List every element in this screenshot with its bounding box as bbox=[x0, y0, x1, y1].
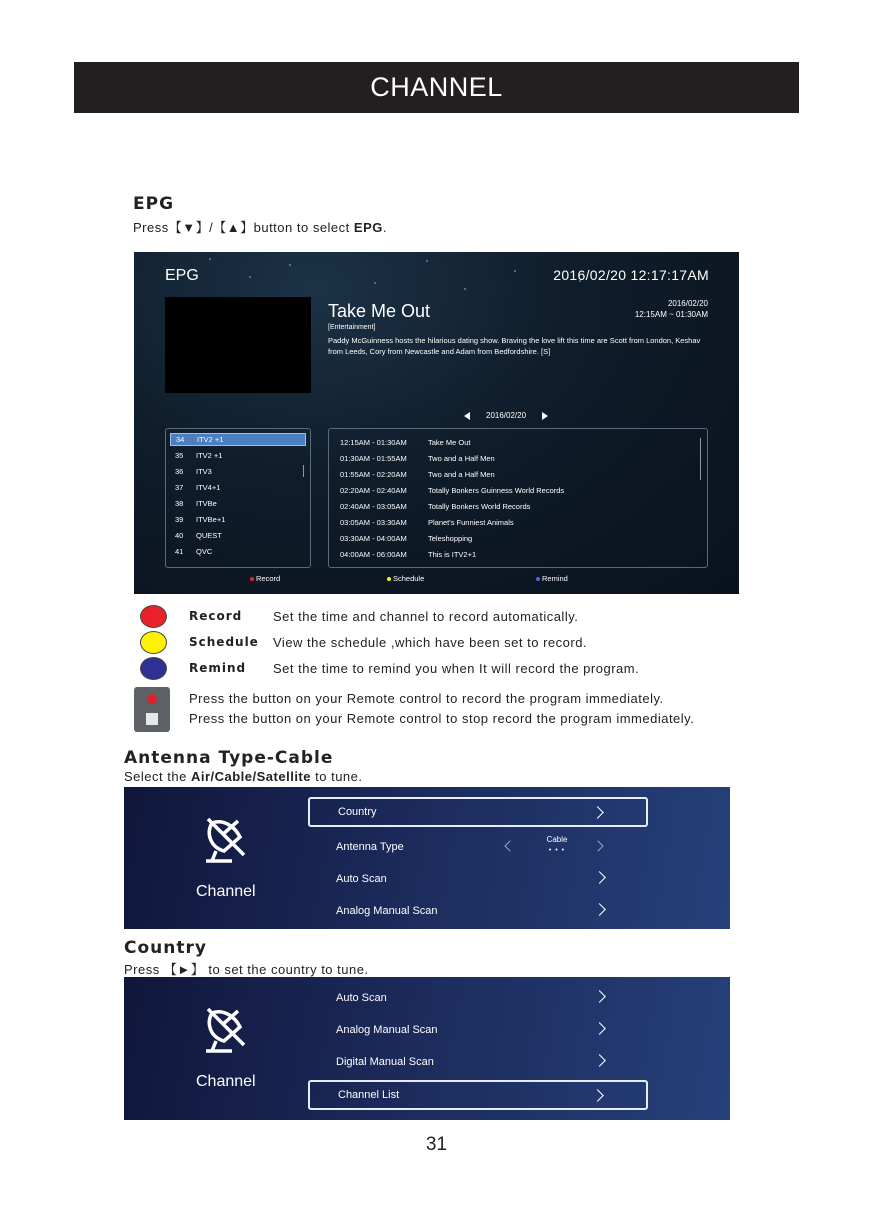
program-title: Take Me Out bbox=[328, 301, 431, 321]
program-description: Paddy McGuinness hosts the hilarious dating show. Braving the love lift this time are Scott from London, Keshav from Leeds, Cory from Newcastle and Adam from Bedfordshire. [S] bbox=[328, 336, 701, 356]
channel-number: 34 bbox=[176, 435, 185, 444]
instruction-text: 】/【 bbox=[195, 220, 227, 235]
stop-icon bbox=[146, 713, 158, 725]
instruction-target: EPG bbox=[353, 220, 383, 235]
red-dot-icon bbox=[250, 577, 254, 581]
menu-item-digital-manual-scan[interactable] bbox=[308, 1047, 648, 1077]
right-arrow-icon: 【►】 bbox=[163, 962, 205, 977]
footer-record-label: Record bbox=[256, 574, 281, 583]
channel-name: QVC bbox=[196, 547, 213, 556]
channel-name: ITV3 bbox=[196, 467, 212, 476]
schedule-time: 02:40AM - 03:05AM bbox=[340, 501, 407, 511]
channel-scrollbar[interactable] bbox=[303, 465, 304, 477]
instruction-target: Air/Cable/Satellite bbox=[190, 769, 311, 784]
date-navigator bbox=[464, 411, 548, 420]
country-section-title: Country bbox=[124, 938, 207, 958]
remote-record-stop-icon bbox=[134, 687, 170, 732]
channel-number: 37 bbox=[175, 483, 184, 492]
page-header bbox=[74, 62, 799, 113]
schedule-row[interactable] bbox=[340, 436, 471, 448]
channel-name: ITV2 +1 bbox=[196, 451, 223, 460]
schedule-row[interactable] bbox=[340, 516, 514, 528]
menu-item-country[interactable] bbox=[308, 797, 648, 827]
footer-remind-label: Remind bbox=[542, 574, 568, 583]
nav-date: 2016/02/20 bbox=[486, 411, 527, 420]
schedule-scrollbar[interactable] bbox=[700, 438, 701, 480]
schedule-list bbox=[328, 428, 708, 568]
channel-name: ITVBe bbox=[196, 499, 217, 508]
prev-day-arrow-icon[interactable] bbox=[464, 412, 470, 420]
channel-number: 41 bbox=[175, 547, 184, 556]
program-time: 12:15AM ~ 01:30AM bbox=[634, 310, 708, 319]
channel-row[interactable] bbox=[170, 529, 306, 542]
schedule-title: Take Me Out bbox=[428, 437, 471, 447]
antenna-section-title: Antenna Type-Cable bbox=[124, 748, 334, 768]
antenna-instruction bbox=[124, 769, 363, 784]
menu-item-channel-list[interactable] bbox=[308, 1080, 648, 1110]
remote-note-record: Press the button on your Remote control to record the program immediately. bbox=[189, 691, 664, 706]
channel-row[interactable] bbox=[170, 513, 306, 526]
channel-name: ITVBe+1 bbox=[196, 515, 226, 524]
instruction-text: Press bbox=[124, 962, 160, 977]
chevron-left-icon[interactable] bbox=[504, 840, 515, 851]
country-instruction bbox=[124, 959, 369, 978]
menu-label: Channel bbox=[196, 883, 256, 900]
channel-row[interactable] bbox=[170, 465, 306, 478]
remote-note-stop: Press the button on your Remote control to stop record the program immediately. bbox=[189, 711, 695, 726]
schedule-title: Totally Bonkers Guinness World Records bbox=[428, 485, 565, 495]
channel-list bbox=[165, 428, 311, 568]
epg-section-title: EPG bbox=[133, 194, 175, 214]
blue-dot-icon bbox=[536, 577, 540, 581]
country-menu-screen bbox=[124, 977, 730, 1120]
satellite-dish-icon bbox=[202, 1005, 250, 1055]
instruction-text: to tune. bbox=[315, 769, 363, 784]
chevron-right-icon bbox=[593, 1054, 606, 1067]
page-title: CHANNEL bbox=[370, 72, 503, 102]
menu-item-label: Auto Scan bbox=[336, 873, 387, 885]
menu-item-auto-scan[interactable] bbox=[308, 983, 648, 1013]
menu-item-label: Country bbox=[338, 806, 377, 818]
schedule-time: 12:15AM - 01:30AM bbox=[340, 437, 407, 447]
legend-text-schedule: View the schedule ,which have been set to record. bbox=[273, 635, 588, 650]
satellite-dish-icon bbox=[202, 815, 250, 865]
channel-number: 38 bbox=[175, 499, 184, 508]
footer-schedule[interactable] bbox=[387, 574, 424, 583]
legend-key-record: Record bbox=[189, 609, 243, 623]
legend-key-schedule: Schedule bbox=[189, 635, 259, 649]
instruction-text: 】button to select bbox=[240, 220, 350, 235]
channel-number: 40 bbox=[175, 531, 184, 540]
channel-name: ITV2 +1 bbox=[197, 435, 224, 444]
menu-item-label: Auto Scan bbox=[336, 992, 387, 1004]
schedule-title: Teleshopping bbox=[428, 533, 473, 543]
epg-datetime: 2016/02/20 12:17:17AM bbox=[553, 267, 709, 283]
next-day-arrow-icon[interactable] bbox=[542, 412, 548, 420]
menu-item-label: Channel List bbox=[338, 1089, 400, 1101]
blue-button-icon bbox=[140, 657, 167, 680]
chevron-right-icon bbox=[591, 1089, 604, 1102]
schedule-time: 01:30AM - 01:55AM bbox=[340, 453, 407, 463]
menu-item-label: Analog Manual Scan bbox=[336, 905, 438, 917]
schedule-row[interactable] bbox=[340, 468, 495, 480]
legend-text-record: Set the time and channel to record automatically. bbox=[273, 609, 579, 624]
instruction-text: . bbox=[382, 220, 387, 235]
schedule-row[interactable] bbox=[340, 532, 472, 544]
option-dots: • • • bbox=[548, 847, 566, 854]
schedule-row[interactable] bbox=[340, 500, 530, 512]
red-button-icon bbox=[140, 605, 167, 628]
chevron-right-icon bbox=[593, 871, 606, 884]
antenna-type-value: Cable bbox=[546, 835, 568, 844]
schedule-time: 02:20AM - 02:40AM bbox=[340, 485, 407, 495]
instruction-text: to set the country to tune. bbox=[208, 962, 369, 977]
program-genre: [Entertainment] bbox=[328, 324, 376, 331]
yellow-dot-icon bbox=[387, 577, 391, 581]
record-icon bbox=[147, 694, 157, 704]
schedule-title: Two and a Half Men bbox=[428, 469, 495, 479]
up-arrow-icon: ▲ bbox=[226, 220, 241, 235]
schedule-title: Two and a Half Men bbox=[428, 453, 495, 463]
footer-record[interactable] bbox=[250, 574, 280, 583]
program-date: 2016/02/20 bbox=[667, 299, 708, 308]
chevron-right-icon bbox=[593, 1022, 606, 1035]
page-number: 31 bbox=[425, 1134, 448, 1155]
schedule-time: 04:00AM - 06:00AM bbox=[340, 549, 407, 559]
schedule-time: 03:05AM - 03:30AM bbox=[340, 517, 407, 527]
schedule-title: Totally Bonkers World Records bbox=[428, 501, 531, 511]
channel-row[interactable] bbox=[170, 497, 306, 510]
menu-item-label: Digital Manual Scan bbox=[336, 1056, 434, 1068]
schedule-time: 03:30AM - 04:00AM bbox=[340, 533, 407, 543]
down-arrow-icon: ▼ bbox=[182, 220, 196, 235]
epg-screen bbox=[134, 252, 739, 594]
channel-row[interactable] bbox=[170, 481, 306, 494]
video-preview bbox=[165, 297, 311, 393]
channel-number: 39 bbox=[175, 515, 184, 524]
menu-item-auto-scan[interactable] bbox=[308, 864, 648, 894]
channel-name: QUEST bbox=[196, 531, 222, 540]
instruction-text: Press【 bbox=[133, 220, 183, 235]
channel-name: ITV4+1 bbox=[196, 483, 221, 492]
legend-text-remind: Set the time to remind you when It will record the program. bbox=[273, 661, 640, 676]
schedule-row[interactable] bbox=[340, 452, 495, 464]
menu-item-label: Antenna Type bbox=[336, 841, 404, 853]
footer-remind[interactable] bbox=[536, 574, 568, 583]
channel-number: 36 bbox=[175, 467, 184, 476]
channel-number: 35 bbox=[175, 451, 184, 460]
menu-label: Channel bbox=[196, 1073, 256, 1090]
chevron-right-icon[interactable] bbox=[592, 840, 603, 851]
menu-item-label: Analog Manual Scan bbox=[336, 1024, 438, 1036]
menu-item-analog-manual-scan[interactable] bbox=[308, 896, 648, 926]
menu-item-antenna-type[interactable] bbox=[308, 832, 648, 862]
epg-title: EPG bbox=[165, 267, 199, 284]
legend-key-remind: Remind bbox=[189, 661, 247, 675]
schedule-title: Planet's Funniest Animals bbox=[428, 517, 514, 527]
footer-schedule-label: Schedule bbox=[393, 574, 425, 583]
channel-row[interactable] bbox=[170, 449, 306, 462]
channel-row[interactable] bbox=[170, 433, 306, 446]
schedule-row[interactable] bbox=[340, 548, 476, 560]
schedule-title: This is ITV2+1 bbox=[428, 549, 477, 559]
schedule-time: 01:55AM - 02:20AM bbox=[340, 469, 407, 479]
antenna-menu-screen bbox=[124, 787, 730, 929]
schedule-row[interactable] bbox=[340, 484, 564, 496]
epg-instruction bbox=[133, 217, 387, 236]
channel-row[interactable] bbox=[170, 545, 306, 558]
chevron-right-icon bbox=[593, 990, 606, 1003]
yellow-button-icon bbox=[140, 631, 167, 654]
chevron-right-icon bbox=[591, 806, 604, 819]
chevron-right-icon bbox=[593, 903, 606, 916]
menu-item-analog-manual-scan[interactable] bbox=[308, 1015, 648, 1045]
instruction-text: Select the bbox=[124, 769, 187, 784]
